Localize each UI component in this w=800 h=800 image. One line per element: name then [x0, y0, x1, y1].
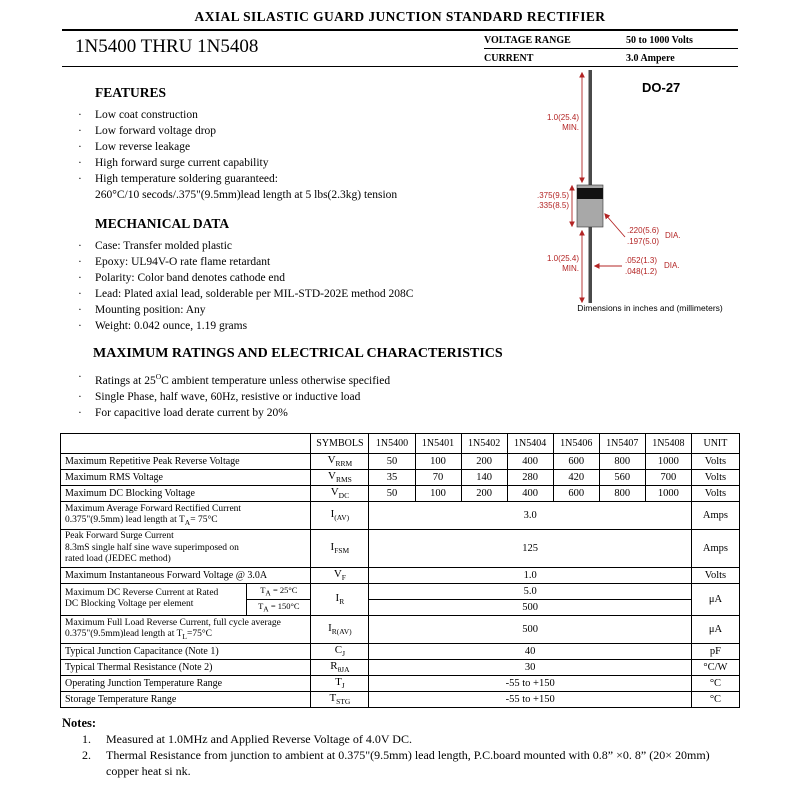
- th-blank: [61, 433, 311, 453]
- top-lead-min: MIN.: [562, 123, 579, 132]
- value-cell: 70: [415, 469, 461, 485]
- symbol-sub: STG: [336, 697, 351, 707]
- symbol-base: T: [329, 692, 337, 705]
- bullet-dot: ·: [78, 125, 82, 137]
- ratings-item: [78, 405, 530, 421]
- desc-line: 8.3mS single half sine wave superimposed on: [65, 542, 239, 553]
- desc-line: [65, 629, 308, 641]
- package-diagram: [532, 62, 768, 328]
- cond-pre: T: [260, 584, 266, 595]
- voltage-range-label: VOLTAGE RANGE: [484, 35, 571, 46]
- bottom-lead-dim: 1.0(25.4): [546, 254, 579, 263]
- diagram-caption: Dimensions in inches and (millimeters): [577, 303, 723, 313]
- note-number: 2.: [82, 747, 91, 762]
- symbol-cell: [311, 529, 369, 567]
- feature-text: Low coat construction: [95, 109, 198, 121]
- feature-item: [78, 123, 530, 139]
- bullet-dot: ·: [78, 320, 82, 332]
- mechanical-item: [78, 286, 530, 302]
- package-name: DO-27: [642, 80, 681, 95]
- value-cell: 700: [645, 469, 691, 485]
- body-dia-leader-line: [605, 214, 625, 237]
- value-cell: 125: [369, 529, 691, 567]
- header-specs: [484, 31, 738, 66]
- symbol-cell: [311, 615, 369, 643]
- symbol-base: I: [330, 508, 335, 521]
- unit-cell: °C: [691, 675, 739, 691]
- value-cell: 1000: [645, 453, 691, 469]
- top-lead-dim: 1.0(25.4): [546, 113, 579, 122]
- mechanical-item: [78, 238, 530, 254]
- bullet-dot: ·: [78, 141, 82, 153]
- bullet-dot: ·: [78, 371, 82, 383]
- th-part: 1N5402: [461, 433, 507, 453]
- note-item: [82, 731, 738, 747]
- symbol-cell: [311, 469, 369, 485]
- desc-line: Maximum Average Forward Rectified Current: [65, 503, 242, 514]
- symbol-cell: [311, 643, 369, 659]
- table-row: [61, 659, 740, 675]
- bottom-lead-min: MIN.: [562, 264, 579, 273]
- value-cell: 500: [369, 615, 691, 643]
- ratings-text-post: C ambient temperature unless otherwise specified: [161, 374, 391, 387]
- ratings-text: [95, 369, 390, 389]
- table-row: [61, 615, 740, 643]
- body-dia-min: .197(5.0): [627, 237, 660, 246]
- ratings-table: [60, 433, 740, 708]
- symbol-cell: [311, 659, 369, 675]
- body-dia-max: .220(5.6): [627, 226, 660, 235]
- unit-cell: Volts: [691, 485, 739, 501]
- bullet-dot: ·: [78, 109, 82, 121]
- mechanical-text: Polarity: Color band denotes cathode end: [95, 272, 286, 284]
- ratings-table-wrap: [60, 433, 740, 708]
- mechanical-text: Case: Transfer molded plastic: [95, 240, 233, 252]
- symbol-sub: R: [339, 597, 345, 607]
- symbol-sub: F: [341, 573, 346, 583]
- lead-dia-min: .048(1.2): [625, 267, 658, 276]
- bullet-dot: ·: [78, 157, 82, 169]
- value-cell: 600: [553, 453, 599, 469]
- voltage-range-row: [484, 31, 738, 49]
- condition-cell: [247, 583, 311, 599]
- body-length-min: .335(8.5): [536, 201, 569, 210]
- desc-line: DC Blocking Voltage per element: [65, 599, 194, 610]
- lead-dia-label: DIA.: [664, 261, 680, 270]
- mechanical-text: Mounting position: Any: [95, 304, 206, 316]
- desc-line: [65, 515, 308, 527]
- desc-sub: L: [182, 631, 188, 641]
- feature-text: Low reverse leakage: [95, 141, 191, 153]
- unit-cell: Volts: [691, 469, 739, 485]
- feature-item: [78, 155, 530, 171]
- cond-pre: T: [258, 600, 264, 611]
- mechanical-heading: MECHANICAL DATA: [95, 216, 230, 231]
- row-desc: [61, 529, 311, 567]
- th-part: 1N5401: [415, 433, 461, 453]
- symbol-base: I: [335, 592, 340, 605]
- row-desc: Maximum Instantaneous Forward Voltage @ 3.0A: [61, 567, 311, 583]
- current-label: CURRENT: [484, 53, 534, 64]
- bullet-dot: ·: [78, 288, 82, 300]
- ratings-text-pre: Ratings at 25: [95, 374, 156, 387]
- condition-cell: [247, 599, 311, 615]
- feature-text: Low forward voltage drop: [95, 125, 217, 137]
- unit-cell: μA: [691, 583, 739, 615]
- value-cell: 50: [369, 453, 415, 469]
- value-cell: 30: [369, 659, 691, 675]
- value-cell: 400: [507, 485, 553, 501]
- part-number-range: 1N5400 THRU 1N5408: [75, 36, 259, 57]
- ratings-item: [78, 389, 530, 405]
- mechanical-item: [78, 270, 530, 286]
- value-cell: 400: [507, 453, 553, 469]
- ratings-heading: MAXIMUM RATINGS AND ELECTRICAL CHARACTERISTICS: [93, 346, 503, 361]
- value-cell: 800: [599, 485, 645, 501]
- row-desc: Typical Thermal Resistance (Note 2): [61, 659, 311, 675]
- voltage-range-value: 50 to 1000 Volts: [626, 35, 693, 46]
- symbol-sub: FSM: [334, 546, 350, 556]
- desc-line: rated load (JEDEC method): [65, 554, 171, 565]
- cathode-band: [577, 188, 603, 199]
- lead-dia-max: .052(1.3): [625, 256, 658, 265]
- desc-line: Maximum Full Load Reverse Current, full cycle average: [65, 617, 281, 628]
- symbol-cell: [311, 675, 369, 691]
- value-cell: 3.0: [369, 501, 691, 529]
- symbol-cell: [311, 485, 369, 501]
- current-value: 3.0 Ampere: [626, 53, 675, 64]
- mechanical-item: [78, 318, 530, 334]
- symbol-base: R: [330, 660, 338, 673]
- symbol-base: I: [328, 622, 332, 635]
- unit-cell: Amps: [691, 529, 739, 567]
- left-column: [78, 85, 530, 421]
- ratings-text: Single Phase, half wave, 60Hz, resistive or inductive load: [95, 390, 361, 403]
- row-desc: Storage Temperature Range: [61, 691, 311, 707]
- note-text: Measured at 1.0MHz and Applied Reverse Voltage of 4.0V DC.: [106, 731, 412, 746]
- unit-cell: °C: [691, 691, 739, 707]
- table-row: [61, 501, 740, 529]
- table-row: [61, 643, 740, 659]
- cond-post: = 150°C: [268, 600, 300, 611]
- bullet-dot: ·: [78, 390, 82, 403]
- features-heading: FEATURES: [95, 85, 167, 100]
- notes-title: Notes:: [62, 715, 97, 730]
- unit-cell: Amps: [691, 501, 739, 529]
- unit-cell: μA: [691, 615, 739, 643]
- mechanical-text: Epoxy: UL94V-O rate flame retardant: [95, 256, 271, 268]
- symbol-base: V: [333, 568, 342, 581]
- symbol-cell: [311, 453, 369, 469]
- diode-bottom-lead: [589, 227, 593, 303]
- desc-pre: 0.375"(9.5mm)lead length at T: [65, 629, 183, 640]
- mechanical-text: Weight: 0.042 ounce, 1.19 grams: [95, 320, 248, 332]
- unit-cell: pF: [691, 643, 739, 659]
- value-cell: 40: [369, 643, 691, 659]
- mechanical-item: [78, 302, 530, 318]
- unit-cell: Volts: [691, 453, 739, 469]
- feature-item: [78, 107, 530, 123]
- bullet-dot: ·: [78, 272, 82, 284]
- table-header-row: [61, 433, 740, 453]
- symbol-sub: θJA: [337, 665, 350, 675]
- symbol-base: V: [327, 454, 336, 467]
- value-cell: 35: [369, 469, 415, 485]
- bullet-dot: ·: [78, 304, 82, 316]
- th-part: 1N5400: [369, 433, 415, 453]
- desc-post: = 75°C: [190, 515, 218, 526]
- document-title: AXIAL SILASTIC GUARD JUNCTION STANDARD RECTIFIER: [194, 9, 606, 24]
- table-row: [61, 469, 740, 485]
- value-cell: 200: [461, 485, 507, 501]
- symbol-sub: J: [342, 649, 346, 659]
- feature-text: High forward surge current capability: [95, 157, 269, 169]
- table-row: [61, 691, 740, 707]
- value-cell: -55 to +150: [369, 675, 691, 691]
- mechanical-text: Lead: Plated axial lead, solderable per MIL-STD-202E method 208C: [95, 288, 414, 300]
- symbol-base: T: [335, 676, 342, 689]
- symbol-base: C: [334, 644, 343, 657]
- desc-line: Peak Forward Surge Current: [65, 531, 174, 542]
- note-number: 1.: [82, 731, 91, 746]
- th-unit: UNIT: [691, 433, 739, 453]
- diode-top-lead: [589, 70, 593, 185]
- value-cell: 600: [553, 485, 599, 501]
- value-cell: 100: [415, 453, 461, 469]
- row-desc: [61, 583, 247, 615]
- row-desc: Maximum RMS Voltage: [61, 469, 311, 485]
- feature-item: [78, 139, 530, 155]
- value-cell: 1.0: [369, 567, 691, 583]
- note-item: [82, 747, 738, 779]
- do-27-drawing: [532, 62, 768, 314]
- symbol-cell: [311, 583, 369, 615]
- row-desc: Typical Junction Capacitance (Note 1): [61, 643, 311, 659]
- ratings-text-sup: O: [155, 372, 162, 381]
- symbol-sub: RMS: [335, 475, 352, 485]
- bullet-dot: ·: [78, 256, 82, 268]
- value-cell: 200: [461, 453, 507, 469]
- mechanical-item: [78, 254, 530, 270]
- value-cell: 50: [369, 485, 415, 501]
- symbol-sub: J: [341, 681, 345, 691]
- value-cell: 560: [599, 469, 645, 485]
- bullet-dot: ·: [78, 173, 82, 185]
- table-row: [61, 453, 740, 469]
- table-row: [61, 529, 740, 567]
- value-cell: 420: [553, 469, 599, 485]
- value-cell: 140: [461, 469, 507, 485]
- symbol-sub: (AV): [334, 513, 350, 523]
- symbol-cell: [311, 501, 369, 529]
- feature-item: [78, 171, 530, 187]
- value-cell: -55 to +150: [369, 691, 691, 707]
- value-cell: 280: [507, 469, 553, 485]
- notes-section: [62, 716, 738, 779]
- symbol-cell: [311, 691, 369, 707]
- desc-pre: 0.375"(9.5mm) lead length at T: [65, 515, 185, 526]
- bullet-dot: ·: [78, 240, 82, 252]
- body-length-max: .375(9.5): [536, 191, 569, 200]
- feature-text: High temperature soldering guaranteed:: [95, 173, 278, 185]
- value-cell: 100: [415, 485, 461, 501]
- table-row: [61, 583, 740, 599]
- desc-line: Maximum DC Reverse Current at Rated: [65, 587, 219, 598]
- th-part: 1N5404: [507, 433, 553, 453]
- cond-sub: A: [265, 588, 271, 598]
- symbol-base: V: [328, 470, 336, 483]
- bullet-dot: ·: [78, 406, 82, 419]
- ratings-text: For capacitive load derate current by 20%: [95, 406, 288, 419]
- row-desc: [61, 501, 311, 529]
- value-cell: 800: [599, 453, 645, 469]
- symbol-base: I: [330, 541, 335, 554]
- feature-text: 260°C/10 secods/.375"(9.5mm)lead length at 5 lbs(2.3kg) tension: [95, 189, 398, 201]
- th-symbols: SYMBOLS: [311, 433, 369, 453]
- symbol-sub: DC: [338, 491, 350, 501]
- unit-cell: °C/W: [691, 659, 739, 675]
- desc-post: =75°C: [187, 629, 213, 640]
- table-row: [61, 675, 740, 691]
- symbol-base: V: [330, 486, 339, 499]
- value-cell: 500: [369, 599, 691, 615]
- row-desc: Operating Junction Temperature Range: [61, 675, 311, 691]
- value-cell: 1000: [645, 485, 691, 501]
- row-desc: Maximum Repetitive Peak Reverse Voltage: [61, 453, 311, 469]
- cond-post: = 25°C: [270, 584, 298, 595]
- cond-sub: A: [263, 604, 269, 614]
- body-dia-label: DIA.: [665, 231, 681, 240]
- table-row: [61, 485, 740, 501]
- row-desc: [61, 615, 311, 643]
- symbol-sub: R(AV): [331, 627, 352, 637]
- table-row: [61, 567, 740, 583]
- th-part: 1N5407: [599, 433, 645, 453]
- desc-sub: A: [184, 517, 191, 527]
- bullet-spacer: [78, 187, 95, 203]
- symbol-sub: RRM: [335, 459, 353, 469]
- feature-continuation: [78, 187, 530, 203]
- note-text: Thermal Resistance from junction to ambient at 0.375"(9.5mm) lead length, P.C.board mounted with 0.8” ×0. 8” (20× 20mm) copper heat si nk.: [106, 747, 710, 778]
- th-part: 1N5408: [645, 433, 691, 453]
- row-desc: Maximum DC Blocking Voltage: [61, 485, 311, 501]
- symbol-cell: [311, 567, 369, 583]
- th-part: 1N5406: [553, 433, 599, 453]
- ratings-item: [78, 369, 530, 389]
- unit-cell: Volts: [691, 567, 739, 583]
- value-cell: 5.0: [369, 583, 691, 599]
